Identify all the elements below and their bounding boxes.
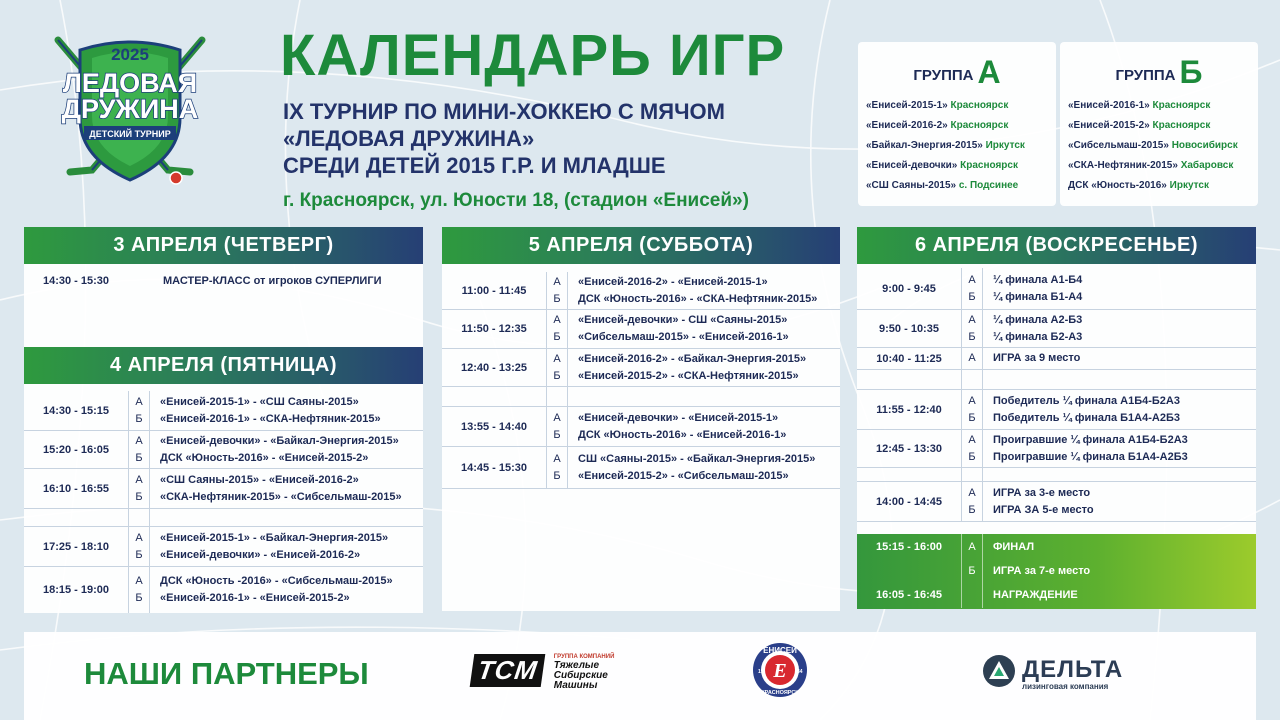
tournament-subtitle — [283, 98, 725, 179]
delta-subtitle: лизинговая компания — [1022, 682, 1109, 691]
final-row: Б ИГРА за 7-е место — [857, 560, 1256, 582]
group-b-letter: Б — [1179, 54, 1203, 90]
group-b-team: ДСК «Юность-2016» Иркутск — [1068, 180, 1209, 191]
group-a-heading — [866, 52, 1048, 92]
schedule-row: 12:40 - 13:25 А Б «Енисей-2016-2» - «Байкал-Энергия-2015» «Енисей-2015-2» - «СКА-Нефтяник-2015» — [442, 349, 840, 387]
day-apr6 — [857, 227, 1256, 609]
logo-year: 2025 — [111, 45, 149, 64]
day-apr6-header: 6 АПРЕЛЯ (ВОСКРЕСЕНЬЕ) — [857, 227, 1256, 264]
schedule-break — [857, 370, 1256, 390]
yenisei-club-logo — [752, 642, 808, 698]
schedule-row: 13:55 - 14:40 А Б «Енисей-девочки» - «Енисей-2015-1» ДСК «Юность-2016» - «Енисей-2016-1» — [442, 407, 840, 447]
logo-ribbon: ДЕТСКИЙ ТУРНИР — [89, 129, 171, 139]
group-b-team: «Сибсельмаш-2015» Новосибирск — [1068, 140, 1238, 151]
day-apr5 — [442, 227, 840, 611]
subtitle-line-1: IX ТУРНИР ПО МИНИ-ХОККЕЮ С МЯЧОМ — [283, 99, 725, 124]
group-a-label: ГРУППА — [913, 67, 974, 84]
logo-line1: ЛЕДОВАЯ — [62, 68, 198, 98]
final-block — [857, 534, 1256, 609]
schedule-row: 14:00 - 14:45 А Б ИГРА за 3-е место ИГРА ЗА 5-е место — [857, 482, 1256, 522]
page-title: КАЛЕНДАРЬ ИГР — [280, 23, 786, 88]
subtitle-line-2: «ЛЕДОВАЯ ДРУЖИНА» — [283, 126, 535, 151]
tsm-text: ГРУППА КОМПАНИЙ Тяжелые Сибирские Машины — [553, 654, 615, 691]
schedule-row: 18:15 - 19:00 А Б ДСК «Юность -2016» - «Сибсельмаш-2015» «Енисей-2016-1» - «Енисей-2015-2» — [24, 567, 423, 613]
group-a-letter: А — [977, 54, 1001, 90]
group-a-team: «Енисей-девочки» Красноярск — [866, 160, 1018, 171]
day-apr4 — [24, 347, 423, 613]
schedule-row: 15:20 - 16:05 А Б «Енисей-девочки» - «Байкал-Энергия-2015» ДСК «Юность-2016» - «Енисей-2015-2» — [24, 431, 423, 469]
schedule-row: 10:40 - 11:25 А ИГРА за 9 место — [857, 348, 1256, 370]
schedule-row: 16:10 - 16:55 А Б «СШ Саяны-2015» - «Енисей-2016-2» «СКА-Нефтяник-2015» - «Сибсельмаш-2015» — [24, 469, 423, 509]
svg-text:Е: Е — [773, 660, 787, 682]
group-a-team: «Енисей-2015-1» Красноярск — [866, 100, 1009, 111]
group-b-heading — [1068, 52, 1250, 92]
schedule-row: 14:30 - 15:15 А Б «Енисей-2015-1» - «СШ Саяны-2015» «Енисей-2016-1» - «СКА-Нефтяник-2015» — [24, 391, 423, 431]
day-apr5-header: 5 АПРЕЛЯ (СУББОТА) — [442, 227, 840, 264]
delta-icon — [982, 654, 1016, 688]
svg-text:ЕНИСЕЙ: ЕНИСЕЙ — [763, 646, 797, 655]
svg-text:КРАСНОЯРСК: КРАСНОЯРСК — [761, 690, 799, 696]
day-apr3 — [24, 227, 423, 348]
day-apr3-header: 3 АПРЕЛЯ (ЧЕТВЕРГ) — [24, 227, 423, 264]
partners-bar — [24, 632, 1256, 720]
tsm-logo — [472, 654, 614, 691]
partners-title: НАШИ ПАРТНЕРЫ — [84, 656, 369, 691]
group-a-team: «Байкал-Энергия-2015» Иркутск — [866, 140, 1025, 151]
tournament-logo — [40, 30, 220, 195]
schedule-row: 9:50 - 10:35 А Б ¼ финала А2-Б3 ¼ финала Б2-А3 — [857, 310, 1256, 348]
schedule-row: 12:45 - 13:30 А Б Проигравшие ¼ финала А1Б4-Б2А3 Проигравшие ¼ финала Б1А4-А2Б3 — [857, 430, 1256, 468]
ball-icon — [170, 172, 182, 184]
group-a-team: «Енисей-2016-2» Красноярск — [866, 120, 1009, 131]
schedule-row: 9:00 - 9:45 А Б ¼ финала А1-Б4 ¼ финала Б1-А4 — [857, 268, 1256, 310]
schedule-row: 17:25 - 18:10 А Б «Енисей-2015-1» - «Байкал-Энергия-2015» «Енисей-девочки» - «Енисей-2016-2» — [24, 527, 423, 567]
group-b-team: «Енисей-2015-2» Красноярск — [1068, 120, 1211, 131]
logo-line2: ДРУЖИНА — [61, 94, 199, 124]
schedule-row: 14:30 - 15:30 МАСТЕР-КЛАСС от игроков СУПЕРЛИГИ — [42, 274, 382, 287]
group-b-team: «СКА-Нефтяник-2015» Хабаровск — [1068, 160, 1234, 171]
schedule-break — [442, 387, 840, 407]
group-b-label: ГРУППА — [1115, 67, 1176, 84]
group-b-card — [1060, 42, 1258, 206]
subtitle-line-3: СРЕДИ ДЕТЕЙ 2015 Г.Р. И МЛАДШЕ — [283, 153, 666, 178]
group-b-team: «Енисей-2016-1» Красноярск — [1068, 100, 1211, 111]
group-a-card — [858, 42, 1056, 206]
schedule-row: 11:00 - 11:45 А Б «Енисей-2016-2» - «Енисей-2015-1» ДСК «Юность-2016» - «СКА-Нефтяник-2015» — [442, 272, 840, 310]
day-apr4-header: 4 АПРЕЛЯ (ПЯТНИЦА) — [24, 347, 423, 384]
tsm-mark: ТСМ — [470, 654, 546, 687]
venue-address: г. Красноярск, ул. Юности 18, (стадион «Енисей») — [283, 190, 749, 211]
delta-name: ДЕЛЬТА — [1022, 656, 1124, 683]
group-a-team: «СШ Саяны-2015» с. Подсинее — [866, 180, 1019, 191]
schedule-break — [24, 509, 423, 527]
svg-text:34: 34 — [797, 669, 803, 675]
svg-text:19: 19 — [758, 669, 764, 675]
schedule-row: 14:45 - 15:30 А Б СШ «Саяны-2015» - «Байкал-Энергия-2015» «Енисей-2015-2» - «Сибсельмаш-2015» — [442, 447, 840, 489]
schedule-break — [857, 468, 1256, 482]
final-row: 15:15 - 16:00 А ФИНАЛ — [857, 534, 1256, 560]
schedule-row: 11:55 - 12:40 А Б Победитель ¼ финала А1Б4-Б2А3 Победитель ¼ финала Б1А4-А2Б3 — [857, 390, 1256, 430]
schedule-row: 11:50 - 12:35 А Б «Енисей-девочки» - СШ «Саяны-2015» «Сибсельмаш-2015» - «Енисей-2016-1» — [442, 310, 840, 349]
final-row: 16:05 - 16:45 НАГРАЖДЕНИЕ — [857, 582, 1256, 608]
